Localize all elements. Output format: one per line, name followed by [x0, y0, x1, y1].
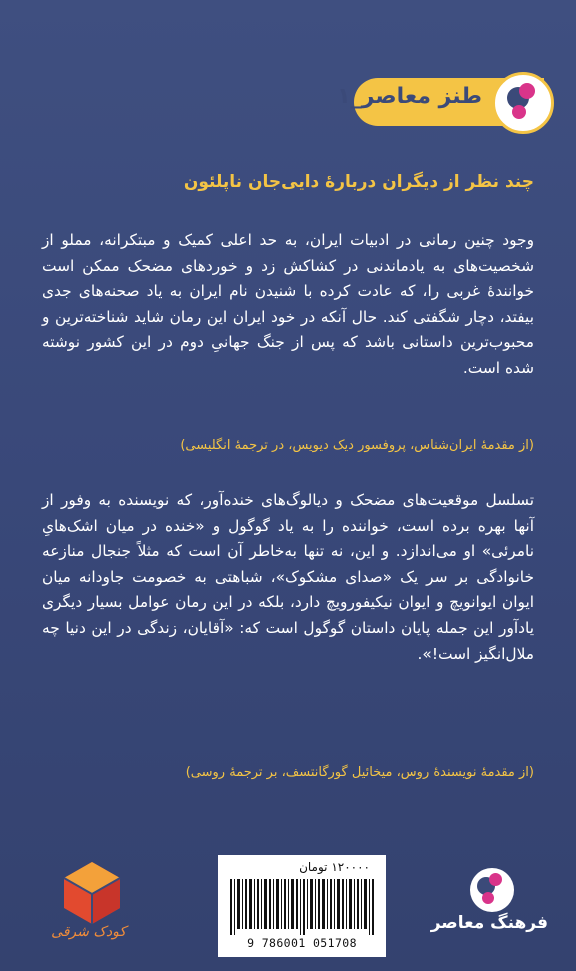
price-text: ۱۲۰۰۰۰ تومان [299, 860, 370, 874]
review-paragraph-1: وجود چنین رمانی در ادبیات ایران، به حد اعلی کمیک و مبتکرانه، مملو از شخصیت‌های به یادماندنی در کشاکش زد و خوردهای مضحک ممکن است خوانندهٔ غربی را، که عادت کرده با شنیدن نام ایران به یاد صحنه‌های جدی بیفتد، دچار شگفتی کند. حال آنکه در خود ایران این رمان شاید شناخته‌ترین و محبوب‌ترین داستانی باشد که پس از جنگ جهانیِ دوم در این کشور نوشته شده است. [42, 231, 534, 377]
series-banner [337, 78, 544, 126]
review-source-1: (از مقدمهٔ ایران‌شناس، پروفسور دیک دیویس، در ترجمهٔ انگلیسی) [180, 438, 534, 453]
review-paragraph-2: تسلسل موقعیت‌های مضحک و دیالوگ‌های خنده‌آور، که نویسنده به وفور از آنها بهره برده است، خواننده را به یاد گوگول و «خنده در میان اشک‌هایِ نامرئی» او می‌اندازد. و این، نه تنها به‌خاطر آن است که مثلاً جنجال منازعه خانوادگی بر سر یک «صدای مشکوک»، شباهتی به خصومت جاودانه میان ایوان ایوانویچ و ایوان نیکیفورویچ دارد، بلکه در این رمان عوامل بسیار دیگری یادآور این جمله پایان داستان گوگول است که: «آقایان، زندگی در این دنیا چه ملال‌انگیز است!». [42, 491, 534, 663]
publisher-mark-icon [492, 72, 554, 134]
publisher-logo-icon [470, 868, 514, 912]
series-label: طنز معاصر_۱ [337, 84, 482, 109]
barcode-label [218, 855, 386, 957]
imprint-name: کودک شرقی [51, 924, 126, 940]
publisher-name: فرهنگ معاصر [430, 913, 548, 933]
reviews-heading: چند نظر از دیگران دربارهٔ دایی‌جان ناپلئون [183, 172, 534, 192]
review-source-2: (از مقدمهٔ نویسندهٔ روس، میخائیل گورگانتسف، بر ترجمهٔ روسی) [185, 765, 534, 780]
isbn-number: 9 786001 051708 [247, 936, 357, 950]
imprint-logo-icon [60, 858, 124, 928]
barcode-icon [228, 879, 376, 935]
